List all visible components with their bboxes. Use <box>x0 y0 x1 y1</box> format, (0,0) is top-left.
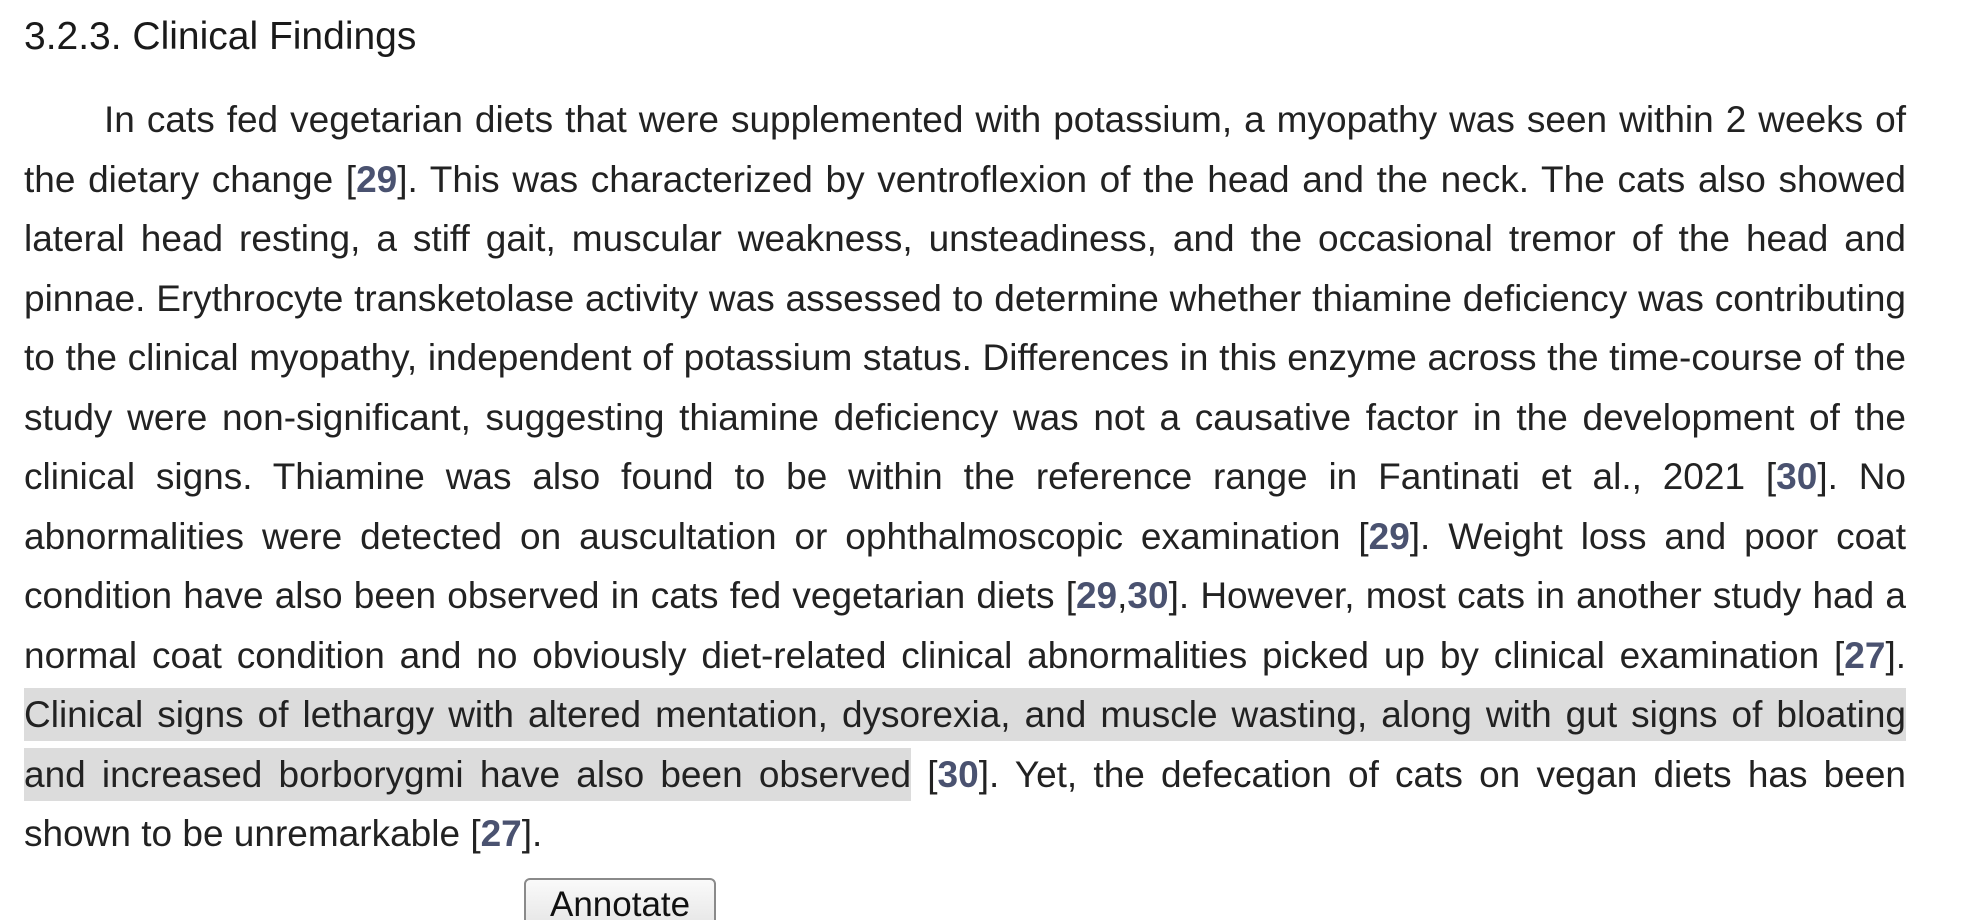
paragraph-text: ]. However, most cats in another study had a normal coat condition and no obviously diet-related clinical abnormalities picked up by clinical examination [ <box>24 575 1906 676</box>
citation-link-30[interactable]: 30 <box>1776 456 1818 497</box>
citation-link-29[interactable]: 29 <box>1075 575 1118 616</box>
paragraph-text: [ <box>911 753 938 795</box>
paragraph-text: ]. <box>1885 634 1906 676</box>
annotate-button[interactable]: Annotate <box>524 878 716 920</box>
section-heading: 3.2.3. Clinical Findings <box>24 15 417 58</box>
clinical-findings-paragraph <box>24 90 1906 864</box>
citation-link-30[interactable]: 30 <box>1127 575 1169 616</box>
paragraph-text: ]. This was characterized by ventroflexion of the head and the neck. The cats also showed lateral head resting, a stiff gait, muscular weakness, unsteadiness, and the occasional tremor of the head and pinnae. Erythrocyte transketolase activity was assessed to determine whether thiamine deficiency was contributing to the clinical myopathy, independent of potassium status. Differences in this enzyme across the time-course of the study were non-significant, suggesting thiamine deficiency was not a causative factor in the development of the clinical signs. Thiamine was also found to be within the reference range in Fantinati et al., 2021 [ <box>24 158 1906 497</box>
highlighted-selection[interactable]: Clinical signs of lethargy with altered mentation, dysorexia, and muscle wasting, along with gut signs of bloating and increased borborygmi have also been observed <box>24 694 1906 795</box>
paragraph-text: ]. No abnormalities were detected on auscultation or ophthalmoscopic examination [ <box>24 456 1907 557</box>
citation-link-29[interactable]: 29 <box>356 158 398 200</box>
paragraph-text: ]. Yet, the defecation of cats on vegan diets has been shown to be unremarkable [ <box>24 753 1906 854</box>
paragraph-text: , <box>1117 575 1128 616</box>
citation-link-27[interactable]: 27 <box>480 813 522 854</box>
citation-link-30[interactable]: 30 <box>937 753 979 795</box>
citation-link-29[interactable]: 29 <box>1368 515 1410 557</box>
paragraph-text: ]. Weight loss and poor coat condition have also been observed in cats fed vegetarian diets [ <box>24 515 1907 616</box>
citation-link-27[interactable]: 27 <box>1844 634 1886 676</box>
paragraph-text: ]. <box>521 813 543 854</box>
paragraph-text: In cats fed vegetarian diets that were supplemented with potassium, a myopathy was seen within 2 weeks of the dietary change [ <box>24 99 1906 200</box>
